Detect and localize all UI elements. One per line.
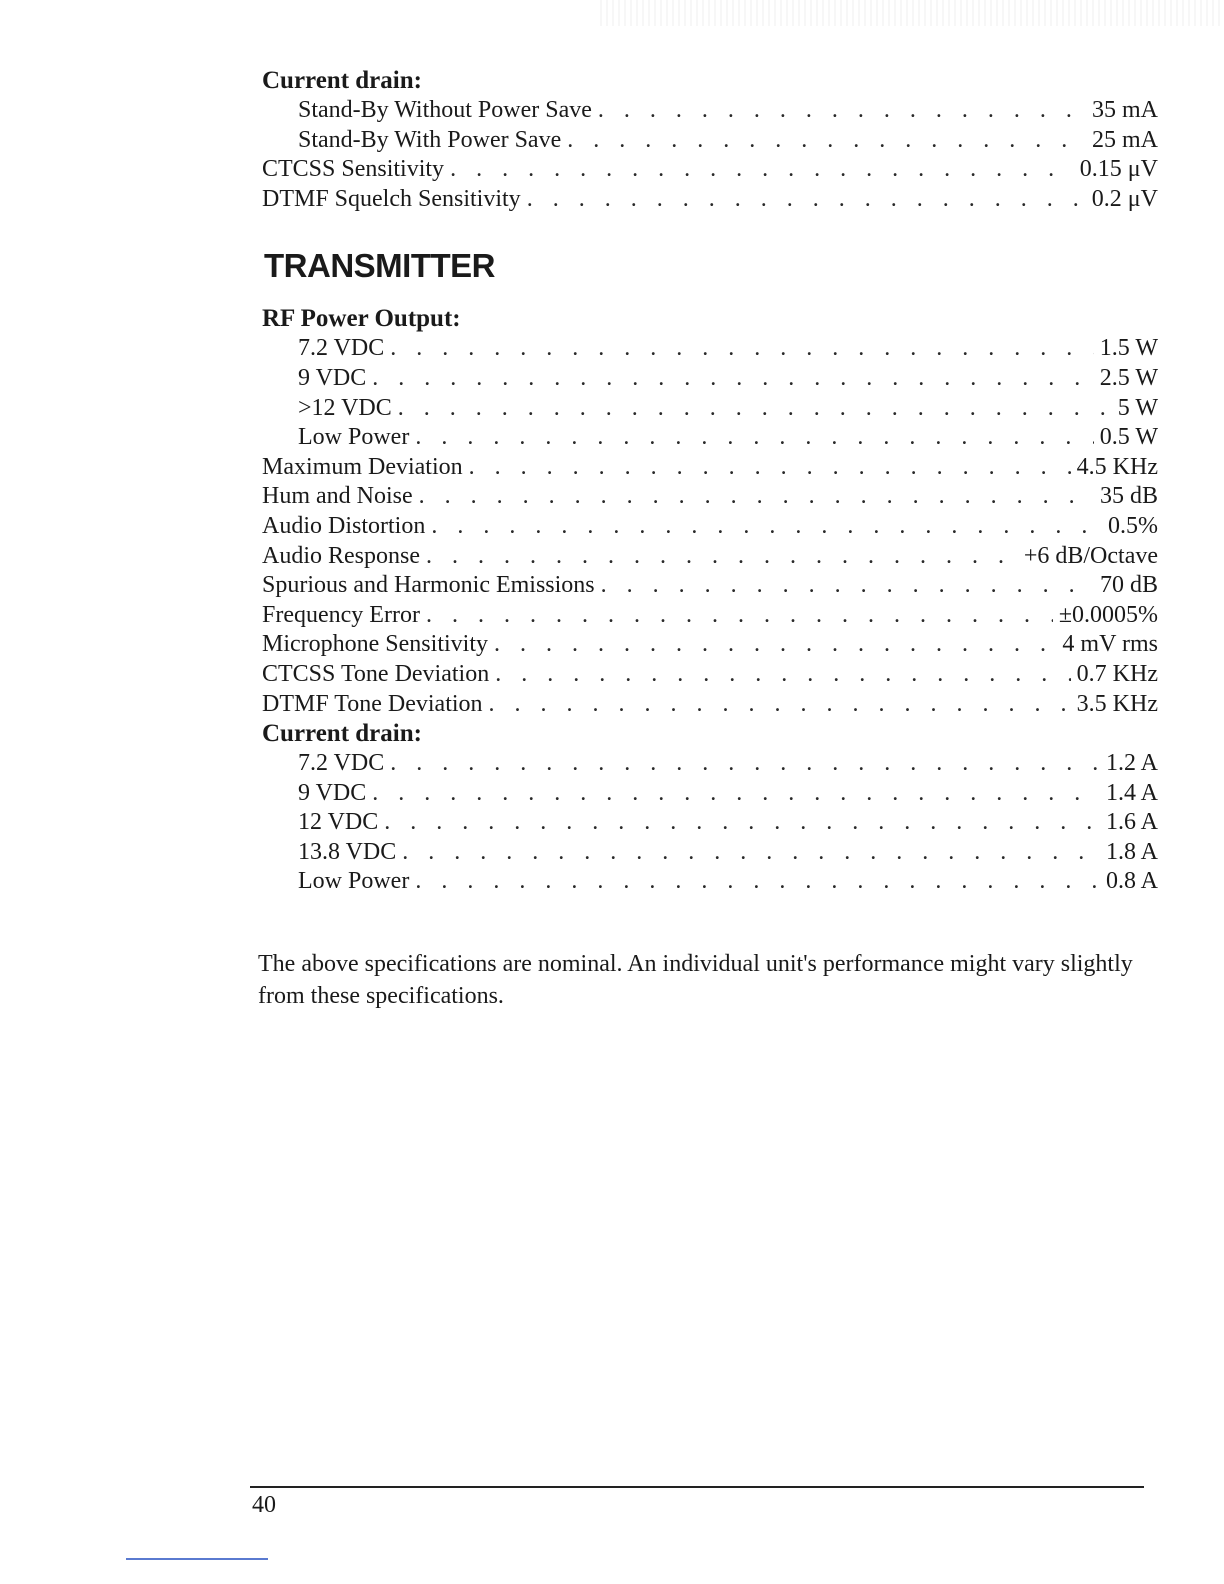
spec-value: 1.6 A xyxy=(1105,809,1158,836)
spec-label: 13.8 VDC xyxy=(298,838,397,865)
transmitter-current-drain-heading: Current drain: xyxy=(262,720,422,748)
spec-label: CTCSS Sensitivity xyxy=(262,156,445,183)
spec-value: 25 mA xyxy=(1092,126,1158,153)
spec-value: ±0.0005% xyxy=(1058,601,1158,628)
dot-leader xyxy=(398,394,1112,424)
spec-value: 1.5 W xyxy=(1099,335,1158,362)
rf-power-output-heading: RF Power Output: xyxy=(262,305,461,333)
spec-value: 1.4 A xyxy=(1105,779,1158,806)
scan-noise xyxy=(600,0,1224,26)
spec-row xyxy=(262,571,1158,601)
dot-leader xyxy=(390,334,1094,364)
spec-value: 0.5 W xyxy=(1099,424,1158,451)
dot-leader xyxy=(469,453,1071,483)
dot-leader xyxy=(402,838,1100,868)
spec-label: Frequency Error xyxy=(262,601,420,628)
spec-value: 4 mV rms xyxy=(1062,631,1158,658)
spec-row xyxy=(262,867,1158,897)
dot-leader xyxy=(390,749,1100,779)
spec-row xyxy=(262,749,1158,779)
spec-label: Stand-By With Power Save xyxy=(298,126,562,153)
spec-value: +6 dB/Octave xyxy=(1023,542,1158,569)
spec-value: 1.2 A xyxy=(1105,750,1158,777)
specifications-note: The above specifications are nominal. An individual unit's performance might vary slightly from these specifications. xyxy=(258,951,1133,1009)
spec-label: Microphone Sensitivity xyxy=(262,631,488,658)
spec-row xyxy=(262,334,1158,364)
dot-leader xyxy=(415,423,1093,453)
spec-row xyxy=(262,155,1158,185)
dot-leader xyxy=(601,571,1094,601)
spec-label: Audio Distortion xyxy=(262,512,426,539)
spec-row xyxy=(262,394,1158,424)
dot-leader xyxy=(489,690,1071,720)
spec-value: 0.8 A xyxy=(1105,868,1158,895)
spec-row xyxy=(262,364,1158,394)
spec-row xyxy=(262,838,1158,868)
spec-row xyxy=(262,453,1158,483)
spec-row xyxy=(262,96,1158,126)
spec-row xyxy=(262,808,1158,838)
spec-value: 0.7 KHz xyxy=(1076,660,1158,687)
transmitter-current-drain-list xyxy=(262,749,1158,897)
spec-value: 35 dB xyxy=(1099,483,1158,510)
spec-row xyxy=(262,185,1158,215)
spec-value: 70 dB xyxy=(1099,572,1158,599)
spec-row xyxy=(262,542,1158,572)
spec-value: 5 W xyxy=(1117,394,1158,421)
spec-label: Hum and Noise xyxy=(262,483,413,510)
spec-label: Spurious and Harmonic Emissions xyxy=(262,572,595,599)
spec-value: 0.5% xyxy=(1108,512,1158,539)
spec-label: DTMF Squelch Sensitivity xyxy=(262,185,521,212)
transmitter-heading: TRANSMITTER xyxy=(264,247,495,285)
spec-label: 9 VDC xyxy=(298,364,367,391)
receiver-current-drain-list xyxy=(262,96,1158,214)
footer-rule xyxy=(250,1486,1144,1488)
dot-leader xyxy=(384,808,1100,838)
spec-label: 9 VDC xyxy=(298,779,367,806)
spec-row xyxy=(262,423,1158,453)
dot-leader xyxy=(372,779,1100,809)
spec-row xyxy=(262,660,1158,690)
spec-row xyxy=(262,690,1158,720)
spec-row xyxy=(262,512,1158,542)
spec-value: 3.5 KHz xyxy=(1076,690,1158,717)
spec-label: 12 VDC xyxy=(298,809,379,836)
spec-label: 7.2 VDC xyxy=(298,335,385,362)
dot-leader xyxy=(426,542,1018,572)
dot-leader xyxy=(415,867,1100,897)
dot-leader xyxy=(527,185,1086,215)
spec-label: Stand-By Without Power Save xyxy=(298,97,592,123)
spec-row xyxy=(262,482,1158,512)
dot-leader xyxy=(426,601,1053,631)
spec-value: 2.5 W xyxy=(1099,364,1158,391)
spec-label: DTMF Tone Deviation xyxy=(262,690,483,717)
dot-leader xyxy=(450,155,1074,185)
spec-value: 1.8 A xyxy=(1105,838,1158,865)
rf-power-output-list xyxy=(262,334,1158,452)
dot-leader xyxy=(567,126,1086,156)
spec-value: 35 mA xyxy=(1092,97,1158,123)
spec-label: 7.2 VDC xyxy=(298,750,385,777)
receiver-current-drain-heading: Current drain: xyxy=(262,67,422,94)
dot-leader xyxy=(419,482,1094,512)
spec-label: >12 VDC xyxy=(298,394,392,421)
corner-rule xyxy=(126,1558,268,1560)
transmitter-spec-list xyxy=(262,453,1158,719)
spec-row xyxy=(262,779,1158,809)
spec-row xyxy=(262,126,1158,156)
dot-leader xyxy=(495,660,1070,690)
dot-leader xyxy=(431,512,1102,542)
spec-label: Low Power xyxy=(298,424,410,451)
spec-row xyxy=(262,601,1158,631)
dot-leader xyxy=(372,364,1094,394)
spec-label: Audio Response xyxy=(262,542,420,569)
spec-row xyxy=(262,630,1158,660)
dot-leader xyxy=(598,96,1086,126)
spec-value: 0.15 μV xyxy=(1079,156,1158,183)
spec-value: 0.2 μV xyxy=(1091,185,1158,212)
spec-label: CTCSS Tone Deviation xyxy=(262,660,490,687)
spec-label: Maximum Deviation xyxy=(262,453,463,480)
spec-page xyxy=(262,66,1158,897)
page-number: 40 xyxy=(252,1492,276,1518)
spec-value: 4.5 KHz xyxy=(1076,453,1158,480)
dot-leader xyxy=(494,630,1056,660)
spec-label: Low Power xyxy=(298,868,410,895)
